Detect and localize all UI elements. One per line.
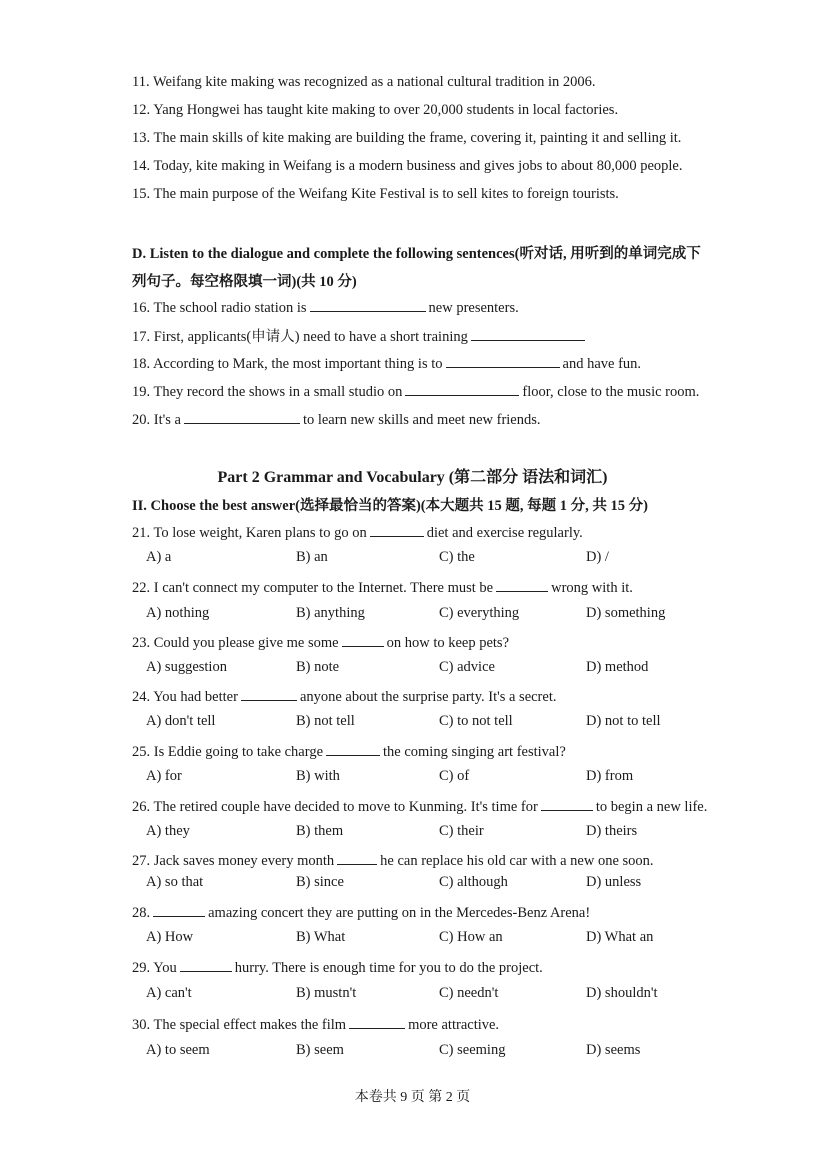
answer-blank[interactable] (349, 1014, 405, 1029)
answer-blank[interactable] (153, 902, 205, 917)
option-b[interactable]: B) anything (296, 605, 365, 621)
option-a[interactable]: A) nothing (146, 605, 210, 621)
fill-item-19 (132, 381, 699, 401)
section-d-heading: D. Listen to the dialogue and complete the following sentences(听对话, 用听到的单词完成下 (132, 246, 701, 262)
option-a[interactable]: A) to seem (146, 1042, 210, 1058)
fill-item-text: and have fun. (562, 356, 642, 372)
options-24 (146, 713, 746, 733)
question-text: 21. To lose weight, Karen plans to go on (132, 525, 367, 541)
fill-item-text: 17. First, applicants(申请人) need to have a short training (132, 329, 468, 345)
answer-blank[interactable] (496, 577, 548, 592)
question-text: 24. You had better (132, 689, 238, 705)
options-28 (146, 929, 746, 949)
option-c[interactable]: C) although (439, 874, 508, 890)
statement-11: 11. Weifang kite making was recognized as a national cultural tradition in 2006. (132, 74, 596, 90)
option-a[interactable]: A) a (146, 549, 172, 565)
options-21 (146, 549, 746, 569)
options-30 (146, 1042, 746, 1062)
option-d[interactable]: D) not to tell (586, 713, 661, 729)
statement-13: 13. The main skills of kite making are building the frame, covering it, painting it and selling it. (132, 130, 682, 146)
answer-blank[interactable] (471, 326, 585, 341)
question-text: hurry. There is enough time for you to do the project. (234, 960, 543, 976)
option-c[interactable]: C) seeming (439, 1042, 506, 1058)
option-b[interactable]: B) an (296, 549, 328, 565)
option-c[interactable]: C) their (439, 823, 484, 839)
question-28 (132, 902, 590, 922)
option-b[interactable]: B) with (296, 768, 340, 784)
fill-item-18 (132, 353, 641, 373)
question-text: diet and exercise regularly. (426, 525, 583, 541)
fill-item-text: 20. It's a (132, 412, 181, 428)
statement-12: 12. Yang Hongwei has taught kite making to over 20,000 students in local factories. (132, 102, 619, 118)
answer-blank[interactable] (405, 381, 519, 396)
statement-15: 15. The main purpose of the Weifang Kite Festival is to sell kites to foreign tourists. (132, 186, 619, 202)
answer-blank[interactable] (541, 796, 593, 811)
question-text: 27. Jack saves money every month (132, 853, 335, 869)
answer-blank[interactable] (446, 353, 560, 368)
option-c[interactable]: C) to not tell (439, 713, 513, 729)
question-text: he can replace his old car with a new one soon. (380, 853, 654, 869)
option-b[interactable]: B) since (296, 874, 344, 890)
part2-title: Part 2 Grammar and Vocabulary (第二部分 语法和词汇) (217, 469, 608, 486)
option-c[interactable]: C) needn't (439, 985, 499, 1001)
fill-item-16 (132, 297, 519, 317)
fill-item-17 (132, 325, 588, 346)
answer-blank[interactable] (342, 632, 384, 647)
option-b[interactable]: B) mustn't (296, 985, 357, 1001)
option-a[interactable]: A) for (146, 768, 182, 784)
page-footer: 本卷共 9 页 第 2 页 (354, 1090, 471, 1105)
question-text: more attractive. (408, 1017, 500, 1033)
option-d[interactable]: D) something (586, 605, 666, 621)
option-d[interactable]: D) seems (586, 1042, 641, 1058)
question-21 (132, 522, 583, 542)
question-text: 29. You (132, 960, 177, 976)
options-25 (146, 768, 746, 788)
question-text: on how to keep pets? (386, 635, 510, 651)
question-text: 30. The special effect makes the film (132, 1017, 347, 1033)
question-text: 28. (132, 905, 151, 921)
question-24 (132, 686, 556, 706)
fill-item-text: to learn new skills and meet new friends. (302, 412, 541, 428)
fill-item-20 (132, 409, 541, 429)
options-27 (146, 874, 746, 894)
section-d-heading-cont: 列句子。每空格限填一词)(共 10 分) (132, 274, 357, 290)
question-text: 26. The retired couple have decided to move to Kunming. It's time for (132, 799, 538, 815)
option-a[interactable]: A) they (146, 823, 190, 839)
option-a[interactable]: A) suggestion (146, 659, 227, 675)
option-a[interactable]: A) so that (146, 874, 204, 890)
fill-item-text: new presenters. (428, 300, 519, 316)
question-25 (132, 741, 566, 761)
statement-14: 14. Today, kite making in Weifang is a modern business and gives jobs to about 80,000 people. (132, 158, 683, 174)
option-b[interactable]: B) not tell (296, 713, 355, 729)
options-26 (146, 823, 746, 843)
options-29 (146, 985, 746, 1005)
option-c[interactable]: C) of (439, 768, 470, 784)
answer-blank[interactable] (180, 957, 232, 972)
options-22 (146, 605, 746, 625)
question-text: wrong with it. (551, 580, 633, 596)
question-26 (132, 796, 707, 816)
option-a[interactable]: A) don't tell (146, 713, 216, 729)
fill-item-text: 18. According to Mark, the most important thing is to (132, 356, 443, 372)
answer-blank[interactable] (337, 850, 377, 865)
answer-blank[interactable] (370, 522, 424, 537)
question-text: 23. Could you please give me some (132, 635, 339, 651)
answer-blank[interactable] (310, 297, 426, 312)
question-22 (132, 577, 633, 597)
question-29 (132, 957, 543, 977)
option-c[interactable]: C) everything (439, 605, 520, 621)
question-text: 22. I can't connect my computer to the Internet. There must be (132, 580, 494, 596)
option-d[interactable]: D) What an (586, 929, 654, 945)
question-text: amazing concert they are putting on in the Mercedes-Benz Arena! (208, 905, 591, 921)
part2-instruction: II. Choose the best answer(选择最恰当的答案)(本大题共 15 题, 每题 1 分, 共 15 分) (132, 498, 648, 514)
option-c[interactable]: C) How an (439, 929, 503, 945)
option-a[interactable]: A) How (146, 929, 194, 945)
fill-item-text: 16. The school radio station is (132, 300, 307, 316)
option-b[interactable]: B) seem (296, 1042, 344, 1058)
option-d[interactable]: D) method (586, 659, 649, 675)
option-b[interactable]: B) note (296, 659, 340, 675)
question-text: to begin a new life. (595, 799, 708, 815)
answer-blank[interactable] (241, 686, 297, 701)
option-c[interactable]: C) the (439, 549, 475, 565)
option-a[interactable]: A) can't (146, 985, 192, 1001)
fill-item-text: 19. They record the shows in a small studio on (132, 384, 403, 400)
option-d[interactable]: D) unless (586, 874, 642, 890)
option-d[interactable]: D) shouldn't (586, 985, 658, 1001)
option-d[interactable]: D) / (586, 549, 609, 565)
question-27 (132, 850, 654, 870)
option-b[interactable]: B) them (296, 823, 344, 839)
fill-item-text: floor, close to the music room. (522, 384, 700, 400)
options-23 (146, 659, 746, 679)
answer-blank[interactable] (184, 409, 300, 424)
option-c[interactable]: C) advice (439, 659, 495, 675)
question-text: anyone about the surprise party. It's a secret. (299, 689, 557, 705)
question-text: 25. Is Eddie going to take charge (132, 744, 323, 760)
question-text: the coming singing art festival? (383, 744, 566, 760)
question-30 (132, 1014, 499, 1034)
answer-blank[interactable] (326, 741, 380, 756)
option-d[interactable]: D) from (586, 768, 634, 784)
option-d[interactable]: D) theirs (586, 823, 638, 839)
question-23 (132, 632, 509, 652)
option-b[interactable]: B) What (296, 929, 346, 945)
